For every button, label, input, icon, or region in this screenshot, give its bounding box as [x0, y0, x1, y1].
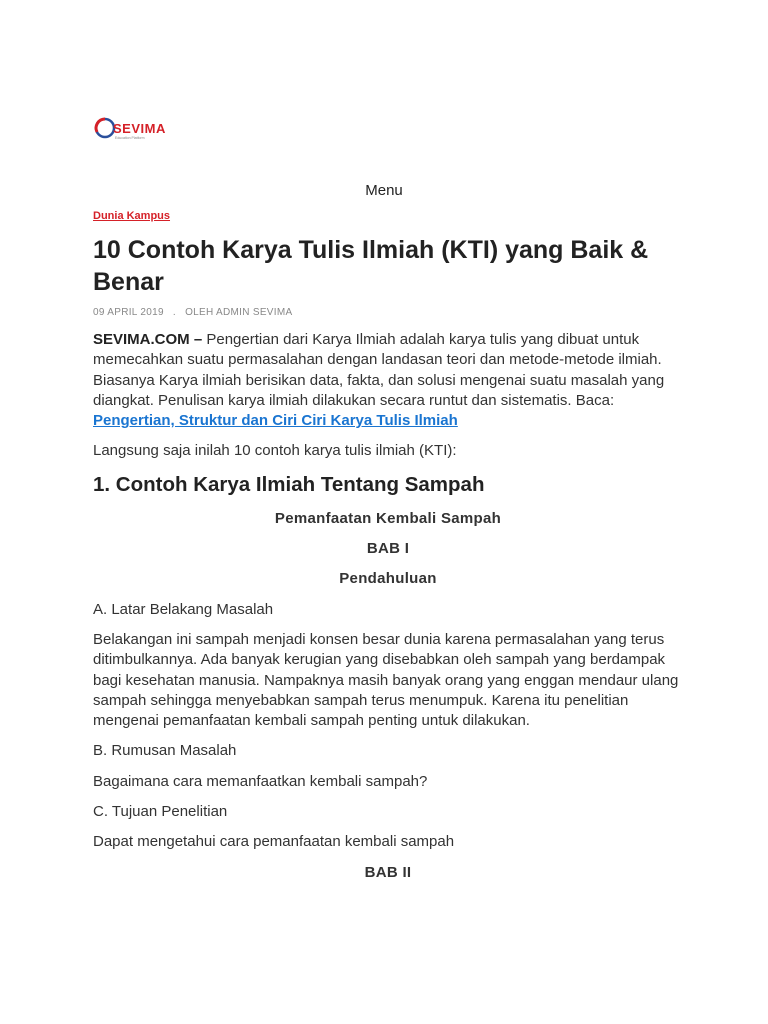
publish-date: 09 APRIL 2019 — [93, 307, 164, 318]
subheading-objective: C. Tujuan Penelitian — [93, 803, 228, 821]
chapter-label-2: BAB II — [364, 863, 412, 881]
article-title: 10 Contoh Karya Tulis Ilmiah (KTI) yang Baik & Benar — [93, 236, 649, 296]
author-byline: OLEH ADMIN SEVIMA — [185, 307, 293, 318]
paragraph-background: Belakangan ini sampah menjadi konsen besar dunia karena permasalahan yang terus ditimbulkannya. Ada banyak kerugian yang disebabkan oleh sampah yang berdampak bagi kesehatan manusia. Nampaknya masih banyak orang yang enggan mendaur ulang sampah sehingga menyebabkan sampah terus menumpuk. Karena itu penelitian mengenai pemanfaatan kembali sampah penting untuk dilakukan. — [93, 630, 679, 730]
chapter-title: Pendahuluan — [339, 570, 437, 588]
intro-source: SEVIMA.COM – — [93, 331, 203, 348]
intro-paragraph — [93, 330, 683, 431]
menu-button[interactable]: Menu — [365, 182, 403, 199]
sevima-logo-icon — [93, 116, 173, 142]
paragraph-problem: Bagaimana cara memanfaatkan kembali sampah? — [93, 772, 428, 790]
section-heading: 1. Contoh Karya Ilmiah Tentang Sampah — [93, 472, 485, 496]
logo-wordmark: SEVIMA — [113, 121, 166, 136]
lead-paragraph: Langsung saja inilah 10 contoh karya tulis ilmiah (KTI): — [93, 442, 457, 460]
paragraph-objective: Dapat mengetahui cara pemanfaatan kembali sampah — [93, 833, 455, 851]
logo-tagline: Education Platform — [115, 136, 145, 140]
subheading-background: A. Latar Belakang Masalah — [93, 600, 274, 618]
category-link[interactable]: Dunia Kampus — [93, 210, 171, 222]
sevima-logo[interactable] — [93, 116, 173, 142]
meta-separator: . — [172, 307, 176, 318]
subheading-problem: B. Rumusan Masalah — [93, 742, 237, 760]
related-article-link[interactable]: Pengertian, Struktur dan Ciri Ciri Karya Tulis Ilmiah — [93, 412, 458, 430]
article-body — [93, 330, 683, 893]
article-meta — [93, 307, 298, 318]
kti-title: Pemanfaatan Kembali Sampah — [274, 509, 502, 527]
intro-text: Pengertian dari Karya Ilmiah adalah karya tulis yang dibuat untuk memecahkan suatu permasalahan dengan landasan teori dan metode-metode ilmiah. Biasanya Karya ilmiah berisikan data, fakta, dan solusi mengenai suatu masalah yang diangkat. Penulisan karya ilmiah dilakukan secara runtut dan sistematis. Baca: — [93, 331, 665, 409]
chapter-label: BAB I — [366, 540, 410, 558]
